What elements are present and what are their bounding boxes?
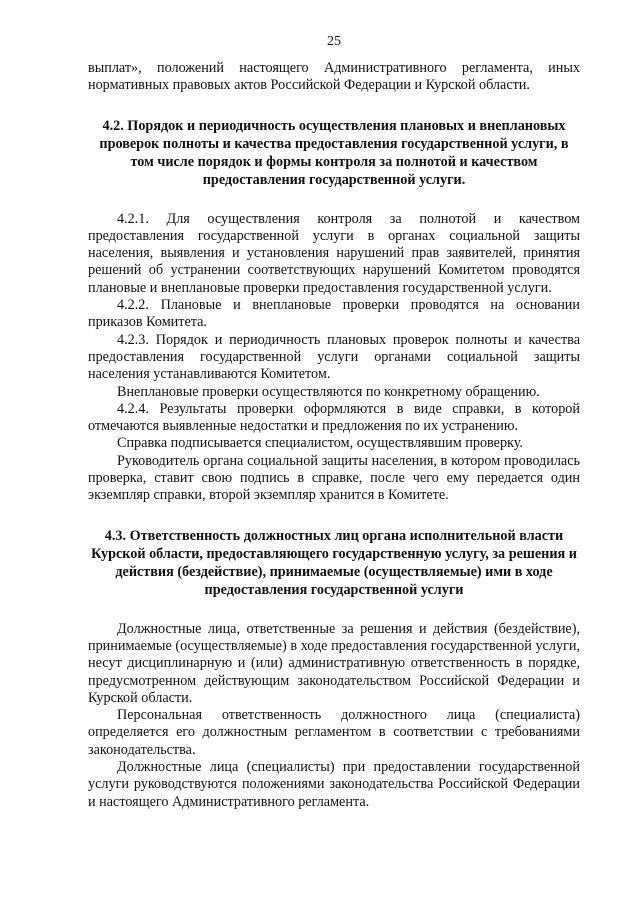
section-4-3-heading: 4.3. Ответственность должностных лиц органа исполнительной власти Курской области, предоставляющего государственную услугу, за решения и действия (бездействие), принимаемые (осуществляемые) ими в ходе предоставления государственной услуги bbox=[91, 527, 577, 598]
paragraph-4-2-4: 4.2.4. Результаты проверки оформляются в виде справки, в которой отмечаются выявленные недостатки и предложения по их устранению. bbox=[88, 400, 580, 435]
paragraph-unscheduled-checks: Внеплановые проверки осуществляются по конкретному обращению. bbox=[117, 383, 540, 400]
paragraph-4-2-2: 4.2.2. Плановые и внеплановые проверки проводятся на основании приказов Комитета. bbox=[88, 297, 580, 331]
section-4-2-body bbox=[88, 211, 580, 505]
document-page bbox=[88, 34, 580, 811]
page-number: 25 bbox=[327, 34, 341, 49]
section-4-2-heading: 4.2. Порядок и периодичность осуществления плановых и внеплановых проверок полноты и качества предоставления государственной услуги, в том числе порядок и формы контроля за полнотой и качеством предоставления государственной услуги. bbox=[99, 117, 569, 188]
paragraph-personal-responsibility: Персональная ответственность должностного лица (специалиста) определяется его должностным регламентом в соответствии с требованиями законодательства. bbox=[88, 707, 580, 758]
paragraph-4-2-1: 4.2.1. Для осуществления контроля за полнотой и качеством предоставления государственной услуги в органах социальной защиты населения, выявления и установления нарушений прав заявителей, принятия решений об устранении соответствующих нарушений Комитетом проводятся плановые и внеплановые проверки предоставления государственной услуги. bbox=[88, 210, 580, 296]
paragraph-4-2-3: 4.2.3. Порядок и периодичность плановых проверок полноты и качества предоставления государственной услуги органами социальной защиты населения устанавливаются Комитетом. bbox=[88, 331, 580, 383]
paragraph-head-signature: Руководитель органа социальной защиты населения, в котором проводилась проверка, ставит свою подпись в справке, после чего ему передается один экземпляр справки, второй экземпляр хранится в Комитете. bbox=[88, 452, 580, 504]
paragraph-officials-guidance: Должностные лица (специалисты) при предоставлении государственной услуги руководствуются положениями законодательства Российской Федерации и настоящего Административного регламента. bbox=[88, 759, 580, 810]
paragraph-officials-responsibility: Должностные лица, ответственные за решения и действия (бездействие), принимаемые (осуществляемые) в ходе предоставления государственной услуги, несут дисциплинарную и (или) административную ответственность в порядке, предусмотренном действующим законодательством Российской Федерации и Курской области. bbox=[88, 620, 580, 706]
intro-paragraph: выплат», положений настоящего Административного регламента, иных нормативных правовых актов Российской Федерации и Курской области. bbox=[88, 60, 580, 94]
paragraph-report-signing: Справка подписывается специалистом, осуществлявшим проверку. bbox=[117, 435, 523, 452]
section-4-3-body bbox=[88, 621, 580, 811]
